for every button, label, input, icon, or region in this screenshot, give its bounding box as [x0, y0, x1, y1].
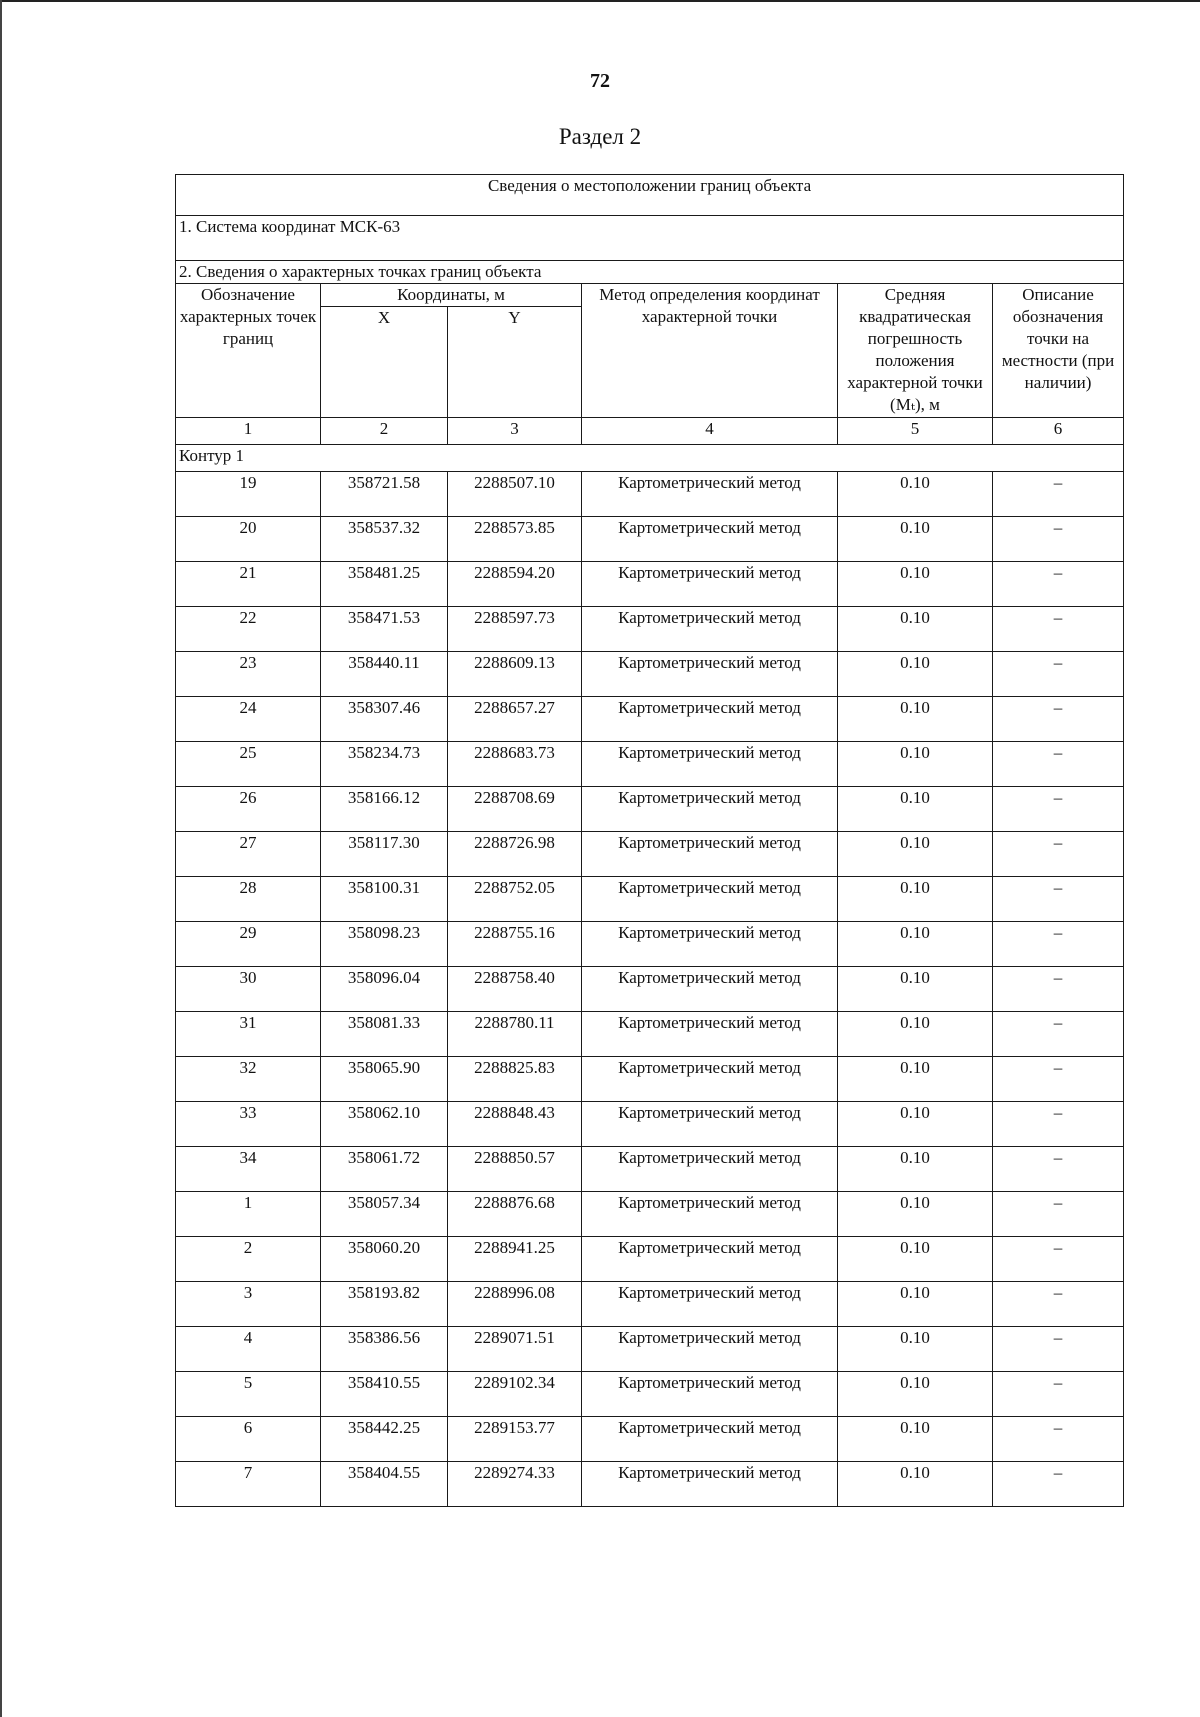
method-cell: Картометрический метод	[582, 1462, 838, 1507]
y-coord-cell: 2288941.25	[448, 1237, 582, 1282]
description-cell: –	[993, 922, 1124, 967]
table-row	[176, 1282, 1124, 1327]
section-title: Раздел 2	[558, 124, 642, 149]
y-coord-cell: 2288996.08	[448, 1282, 582, 1327]
y-coord-cell: 2288752.05	[448, 877, 582, 922]
x-coord-cell: 358471.53	[321, 607, 448, 652]
method-cell: Картометрический метод	[582, 832, 838, 877]
y-coord-cell: 2288755.16	[448, 922, 582, 967]
point-id-cell: 28	[176, 877, 321, 922]
description-cell: –	[993, 1462, 1124, 1507]
method-cell: Картометрический метод	[582, 517, 838, 562]
error-cell: 0.10	[838, 607, 993, 652]
method-cell: Картометрический метод	[582, 787, 838, 832]
error-cell: 0.10	[838, 1327, 993, 1372]
point-id-cell: 24	[176, 697, 321, 742]
header-description: Описание обозначения точки на местности (при наличии)	[993, 284, 1124, 418]
method-cell: Картометрический метод	[582, 1147, 838, 1192]
table-row	[176, 607, 1124, 652]
x-coord-cell: 358721.58	[321, 472, 448, 517]
x-coord-cell: 358065.90	[321, 1057, 448, 1102]
method-cell: Картометрический метод	[582, 1417, 838, 1462]
points-info-row: 2. Сведения о характерных точках границ объекта	[176, 261, 1124, 284]
point-id-cell: 30	[176, 967, 321, 1012]
error-cell: 0.10	[838, 967, 993, 1012]
point-id-cell: 20	[176, 517, 321, 562]
method-cell: Картометрический метод	[582, 652, 838, 697]
col-number-1: 1	[176, 418, 321, 445]
header-y: Y	[448, 307, 582, 418]
error-cell: 0.10	[838, 1462, 993, 1507]
method-cell: Картометрический метод	[582, 1282, 838, 1327]
description-cell: –	[993, 1192, 1124, 1237]
error-cell: 0.10	[838, 742, 993, 787]
error-cell: 0.10	[838, 922, 993, 967]
header-error: Средняя квадратическая погрешность положения характерной точки (Mₜ), м	[838, 284, 993, 418]
x-coord-cell: 358081.33	[321, 1012, 448, 1057]
description-cell: –	[993, 1102, 1124, 1147]
table-row	[176, 697, 1124, 742]
point-id-cell: 29	[176, 922, 321, 967]
method-cell: Картометрический метод	[582, 607, 838, 652]
col-number-5: 5	[838, 418, 993, 445]
y-coord-cell: 2288609.13	[448, 652, 582, 697]
y-coord-cell: 2289102.34	[448, 1372, 582, 1417]
y-coord-cell: 2288683.73	[448, 742, 582, 787]
table-row	[176, 877, 1124, 922]
x-coord-cell: 358537.32	[321, 517, 448, 562]
table-title: Сведения о местоположении границ объекта	[176, 175, 1124, 216]
table-row	[176, 1462, 1124, 1507]
description-cell: –	[993, 1282, 1124, 1327]
table-row	[176, 967, 1124, 1012]
x-coord-cell: 358307.46	[321, 697, 448, 742]
method-cell: Картометрический метод	[582, 1102, 838, 1147]
error-cell: 0.10	[838, 1417, 993, 1462]
page-edge-left	[0, 0, 2, 1717]
method-cell: Картометрический метод	[582, 967, 838, 1012]
point-id-cell: 34	[176, 1147, 321, 1192]
x-coord-cell: 358096.04	[321, 967, 448, 1012]
y-coord-cell: 2289153.77	[448, 1417, 582, 1462]
method-cell: Картометрический метод	[582, 1372, 838, 1417]
y-coord-cell: 2288708.69	[448, 787, 582, 832]
point-id-cell: 25	[176, 742, 321, 787]
description-cell: –	[993, 832, 1124, 877]
point-id-cell: 32	[176, 1057, 321, 1102]
point-id-cell: 3	[176, 1282, 321, 1327]
boundary-points-table	[175, 174, 1124, 1507]
description-cell: –	[993, 1237, 1124, 1282]
description-cell: –	[993, 607, 1124, 652]
page-edge-top	[0, 0, 1200, 2]
error-cell: 0.10	[838, 697, 993, 742]
contour-label: Контур 1	[176, 445, 1124, 472]
point-id-cell: 26	[176, 787, 321, 832]
point-id-cell: 4	[176, 1327, 321, 1372]
y-coord-cell: 2289071.51	[448, 1327, 582, 1372]
col-number-6: 6	[993, 418, 1124, 445]
method-cell: Картометрический метод	[582, 1012, 838, 1057]
x-coord-cell: 358060.20	[321, 1237, 448, 1282]
table-row	[176, 1147, 1124, 1192]
description-cell: –	[993, 877, 1124, 922]
error-cell: 0.10	[838, 1282, 993, 1327]
table-row	[176, 472, 1124, 517]
method-cell: Картометрический метод	[582, 877, 838, 922]
error-cell: 0.10	[838, 787, 993, 832]
x-coord-cell: 358234.73	[321, 742, 448, 787]
error-cell: 0.10	[838, 877, 993, 922]
table-row	[176, 742, 1124, 787]
method-cell: Картометрический метод	[582, 697, 838, 742]
description-cell: –	[993, 1327, 1124, 1372]
method-cell: Картометрический метод	[582, 1057, 838, 1102]
point-id-cell: 21	[176, 562, 321, 607]
x-coord-cell: 358440.11	[321, 652, 448, 697]
y-coord-cell: 2288726.98	[448, 832, 582, 877]
description-cell: –	[993, 1147, 1124, 1192]
point-id-cell: 22	[176, 607, 321, 652]
y-coord-cell: 2289274.33	[448, 1462, 582, 1507]
x-coord-cell: 358410.55	[321, 1372, 448, 1417]
table-row	[176, 652, 1124, 697]
description-cell: –	[993, 697, 1124, 742]
y-coord-cell: 2288594.20	[448, 562, 582, 607]
table-row	[176, 562, 1124, 607]
method-cell: Картометрический метод	[582, 1192, 838, 1237]
table-row	[176, 922, 1124, 967]
description-cell: –	[993, 1372, 1124, 1417]
table-row	[176, 1237, 1124, 1282]
col-number-4: 4	[582, 418, 838, 445]
header-coords: Координаты, м	[321, 284, 582, 307]
error-cell: 0.10	[838, 832, 993, 877]
x-coord-cell: 358166.12	[321, 787, 448, 832]
description-cell: –	[993, 787, 1124, 832]
method-cell: Картометрический метод	[582, 1327, 838, 1372]
error-cell: 0.10	[838, 1192, 993, 1237]
y-coord-cell: 2288758.40	[448, 967, 582, 1012]
y-coord-cell: 2288876.68	[448, 1192, 582, 1237]
point-id-cell: 5	[176, 1372, 321, 1417]
header-method: Метод определения координат характерной точки	[582, 284, 838, 418]
table-row	[176, 787, 1124, 832]
x-coord-cell: 358062.10	[321, 1102, 448, 1147]
description-cell: –	[993, 472, 1124, 517]
col-number-2: 2	[321, 418, 448, 445]
error-cell: 0.10	[838, 1102, 993, 1147]
method-cell: Картометрический метод	[582, 1237, 838, 1282]
y-coord-cell: 2288507.10	[448, 472, 582, 517]
point-id-cell: 7	[176, 1462, 321, 1507]
x-coord-cell: 358100.31	[321, 877, 448, 922]
point-id-cell: 2	[176, 1237, 321, 1282]
x-coord-cell: 358404.55	[321, 1462, 448, 1507]
y-coord-cell: 2288597.73	[448, 607, 582, 652]
x-coord-cell: 358117.30	[321, 832, 448, 877]
header-x: X	[321, 307, 448, 418]
error-cell: 0.10	[838, 1147, 993, 1192]
x-coord-cell: 358442.25	[321, 1417, 448, 1462]
x-coord-cell: 358481.25	[321, 562, 448, 607]
description-cell: –	[993, 1012, 1124, 1057]
error-cell: 0.10	[838, 652, 993, 697]
x-coord-cell: 358057.34	[321, 1192, 448, 1237]
x-coord-cell: 358098.23	[321, 922, 448, 967]
error-cell: 0.10	[838, 1372, 993, 1417]
table-row	[176, 1372, 1124, 1417]
error-cell: 0.10	[838, 562, 993, 607]
y-coord-cell: 2288825.83	[448, 1057, 582, 1102]
point-id-cell: 27	[176, 832, 321, 877]
point-id-cell: 33	[176, 1102, 321, 1147]
method-cell: Картометрический метод	[582, 922, 838, 967]
table-row	[176, 1057, 1124, 1102]
x-coord-cell: 358061.72	[321, 1147, 448, 1192]
description-cell: –	[993, 1057, 1124, 1102]
point-id-cell: 23	[176, 652, 321, 697]
column-numbers-row	[176, 418, 1124, 445]
description-cell: –	[993, 562, 1124, 607]
coord-system-row: 1. Система координат МСК-63	[176, 216, 1124, 261]
method-cell: Картометрический метод	[582, 742, 838, 787]
point-id-cell: 31	[176, 1012, 321, 1057]
y-coord-cell: 2288657.27	[448, 697, 582, 742]
error-cell: 0.10	[838, 1237, 993, 1282]
point-id-cell: 1	[176, 1192, 321, 1237]
y-coord-cell: 2288780.11	[448, 1012, 582, 1057]
error-cell: 0.10	[838, 472, 993, 517]
point-id-cell: 6	[176, 1417, 321, 1462]
page-number: 72	[590, 70, 610, 92]
description-cell: –	[993, 1417, 1124, 1462]
x-coord-cell: 358386.56	[321, 1327, 448, 1372]
table-row	[176, 1417, 1124, 1462]
description-cell: –	[993, 742, 1124, 787]
table-row	[176, 832, 1124, 877]
y-coord-cell: 2288850.57	[448, 1147, 582, 1192]
col-number-3: 3	[448, 418, 582, 445]
table-row	[176, 1102, 1124, 1147]
description-cell: –	[993, 517, 1124, 562]
table-row	[176, 517, 1124, 562]
table-row	[176, 1192, 1124, 1237]
header-designation: Обозначение характерных точек границ	[176, 284, 321, 418]
point-id-cell: 19	[176, 472, 321, 517]
y-coord-cell: 2288573.85	[448, 517, 582, 562]
method-cell: Картометрический метод	[582, 562, 838, 607]
method-cell: Картометрический метод	[582, 472, 838, 517]
table-row	[176, 1012, 1124, 1057]
y-coord-cell: 2288848.43	[448, 1102, 582, 1147]
description-cell: –	[993, 967, 1124, 1012]
table-row	[176, 1327, 1124, 1372]
description-cell: –	[993, 652, 1124, 697]
error-cell: 0.10	[838, 517, 993, 562]
x-coord-cell: 358193.82	[321, 1282, 448, 1327]
error-cell: 0.10	[838, 1057, 993, 1102]
error-cell: 0.10	[838, 1012, 993, 1057]
